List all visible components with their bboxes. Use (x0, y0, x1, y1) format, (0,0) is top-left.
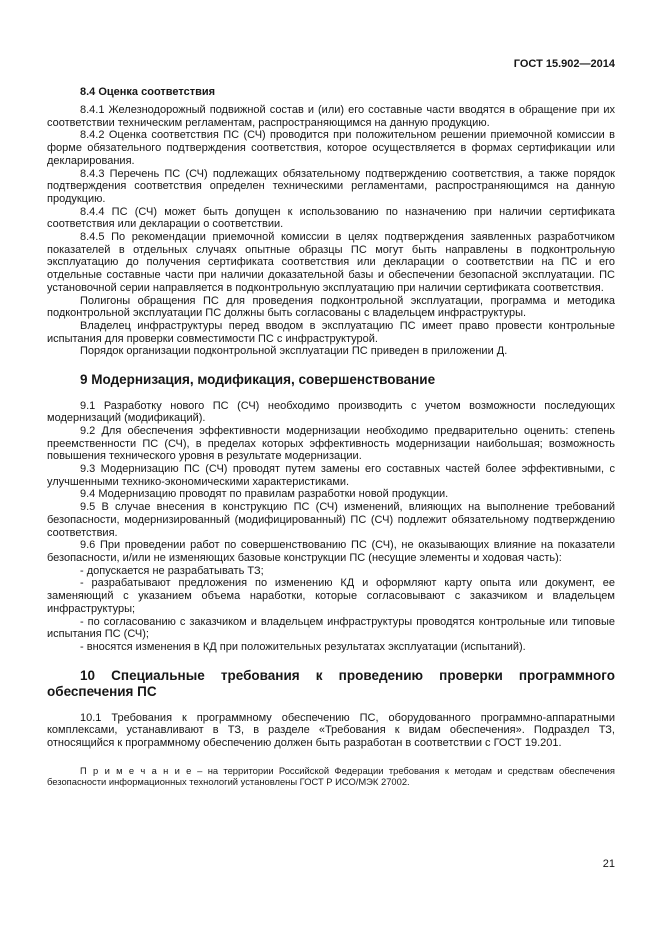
note (47, 765, 615, 788)
paragraph: - разрабатывают предложения по изменению КД и оформляют карту опыта или документ, ее заменяющий с указанием объема наработки, которые согласовывают с заказчиком и владельцем инфраструктуры; (47, 577, 615, 615)
section-heading: 9 Модернизация, модификация, совершенствование (80, 372, 436, 388)
note-label: П р и м е ч а н и е (80, 764, 192, 776)
paragraph: 9.5 В случае внесения в конструкцию ПС (СЧ) изменений, влияющих на выполнение требований безопасности, модернизированный (модифицированный) ПС (СЧ) подлежит обязательному подтверждению соответствия. (47, 501, 615, 539)
paragraph: - по согласованию с заказчиком и владельцем инфраструктуры проводятся контрольные или типовые испытания ПС (СЧ); (47, 615, 615, 641)
paragraph: - допускается не разрабатывать ТЗ; (80, 564, 264, 577)
paragraph: Полигоны обращения ПС для проведения подконтрольной эксплуатации, программа и методика подконтрольной эксплуатации ПС должны быть согласованы с владельцем инфраструктуры. (47, 294, 615, 320)
paragraph: 8.4.1 Железнодорожный подвижной состав и (или) его составные части вводятся в обращение при их соответствии техническим регламентам, распространяющимся на данную продукцию. (47, 104, 615, 129)
paragraph: Порядок организации подконтрольной эксплуатации ПС приведен в приложении Д. (80, 345, 508, 358)
paragraph: 9.6 При проведении работ по совершенствованию ПС (СЧ), не оказывающих влияние на показатели безопасности, и/или не изменяющих базовые конструкции ПС (несущие элементы и ходовая часть): (47, 539, 615, 564)
paragraph: 9.3 Модернизацию ПС (СЧ) проводят путем замены его составных частей более эффективными, с улучшенными технико-экономическими характеристиками. (47, 463, 615, 488)
paragraph: - вносятся изменения в КД при положительных результатах эксплуатации (испытаний). (80, 640, 526, 653)
document-content (47, 86, 615, 788)
paragraph: 10.1 Требования к программному обеспечению ПС, оборудованного программно-аппаратными комплексами, устанавливают в ТЗ, в разделе «Требования к видам обеспечения». Подраздел ТЗ, относящийся к программному обеспечению должен быть разработан в соответствии с ГОСТ 19.201. (47, 711, 615, 750)
paragraph: 8.4.2 Оценка соответствия ПС (СЧ) проводится при положительном решении приемочной комиссии в форме обязательного подтверждения соответствия, которое осуществляется в формах сертификации или декларирования. (47, 129, 615, 167)
paragraph: 9.1 Разработку нового ПС (СЧ) необходимо производить с учетом возможности последующих модернизаций (модификаций). (47, 399, 615, 425)
page-number: 21 (602, 858, 615, 870)
subsection-heading: 8.4 Оценка соответствия (80, 86, 216, 98)
paragraph: 9.2 Для обеспечения эффективности модернизации необходимо предварительно оценить: степень преемственности ПС (СЧ), в пределах которых эффективность модернизации наибольшая; возможность повышения технического уровня в результате модернизации. (47, 424, 615, 463)
document-header-title: ГОСТ 15.902—2014 (513, 58, 615, 70)
note-text: – на территории Российской Федерации требования к методам и средствам обеспечения безопасности информационных технологий установлены ГОСТ Р ИСО/МЭК 27002. (47, 764, 615, 788)
section-heading: 10 Специальные требования к проведению проверки программного обеспечения ПС (47, 667, 615, 700)
paragraph: 8.4.4 ПС (СЧ) может быть допущен к использованию по назначению при наличии сертификата соответствия или декларации о соответствии. (47, 205, 615, 231)
paragraph: Владелец инфраструктуры перед вводом в эксплуатацию ПС имеет право провести контрольные испытания для проверки совместимости ПС с инфраструктурой. (47, 319, 615, 345)
paragraph: 9.4 Модернизацию проводят по правилам разработки новой продукции. (80, 488, 449, 501)
paragraph: 8.4.3 Перечень ПС (СЧ) подлежащих обязательному подтверждению соответствия, а также порядок подтверждения соответствия определен техническими регламентами, распространяющимся на данную продукцию. (47, 167, 615, 205)
paragraph: 8.4.5 По рекомендации приемочной комиссии в целях подтверждения заявленных разработчиком показателей в отдельных случаях опытные образцы ПС могут быть направлены в подконтрольную эксплуатацию до получения сертификата соответствия или декларации о соответствии на ПС и его отдельные составные части при наличии доказательной базы и обеспечении безопасной эксплуатации. ПС установочной серии направляется в подконтрольную эксплуатацию при наличии сертификата соответствия. (47, 231, 615, 294)
